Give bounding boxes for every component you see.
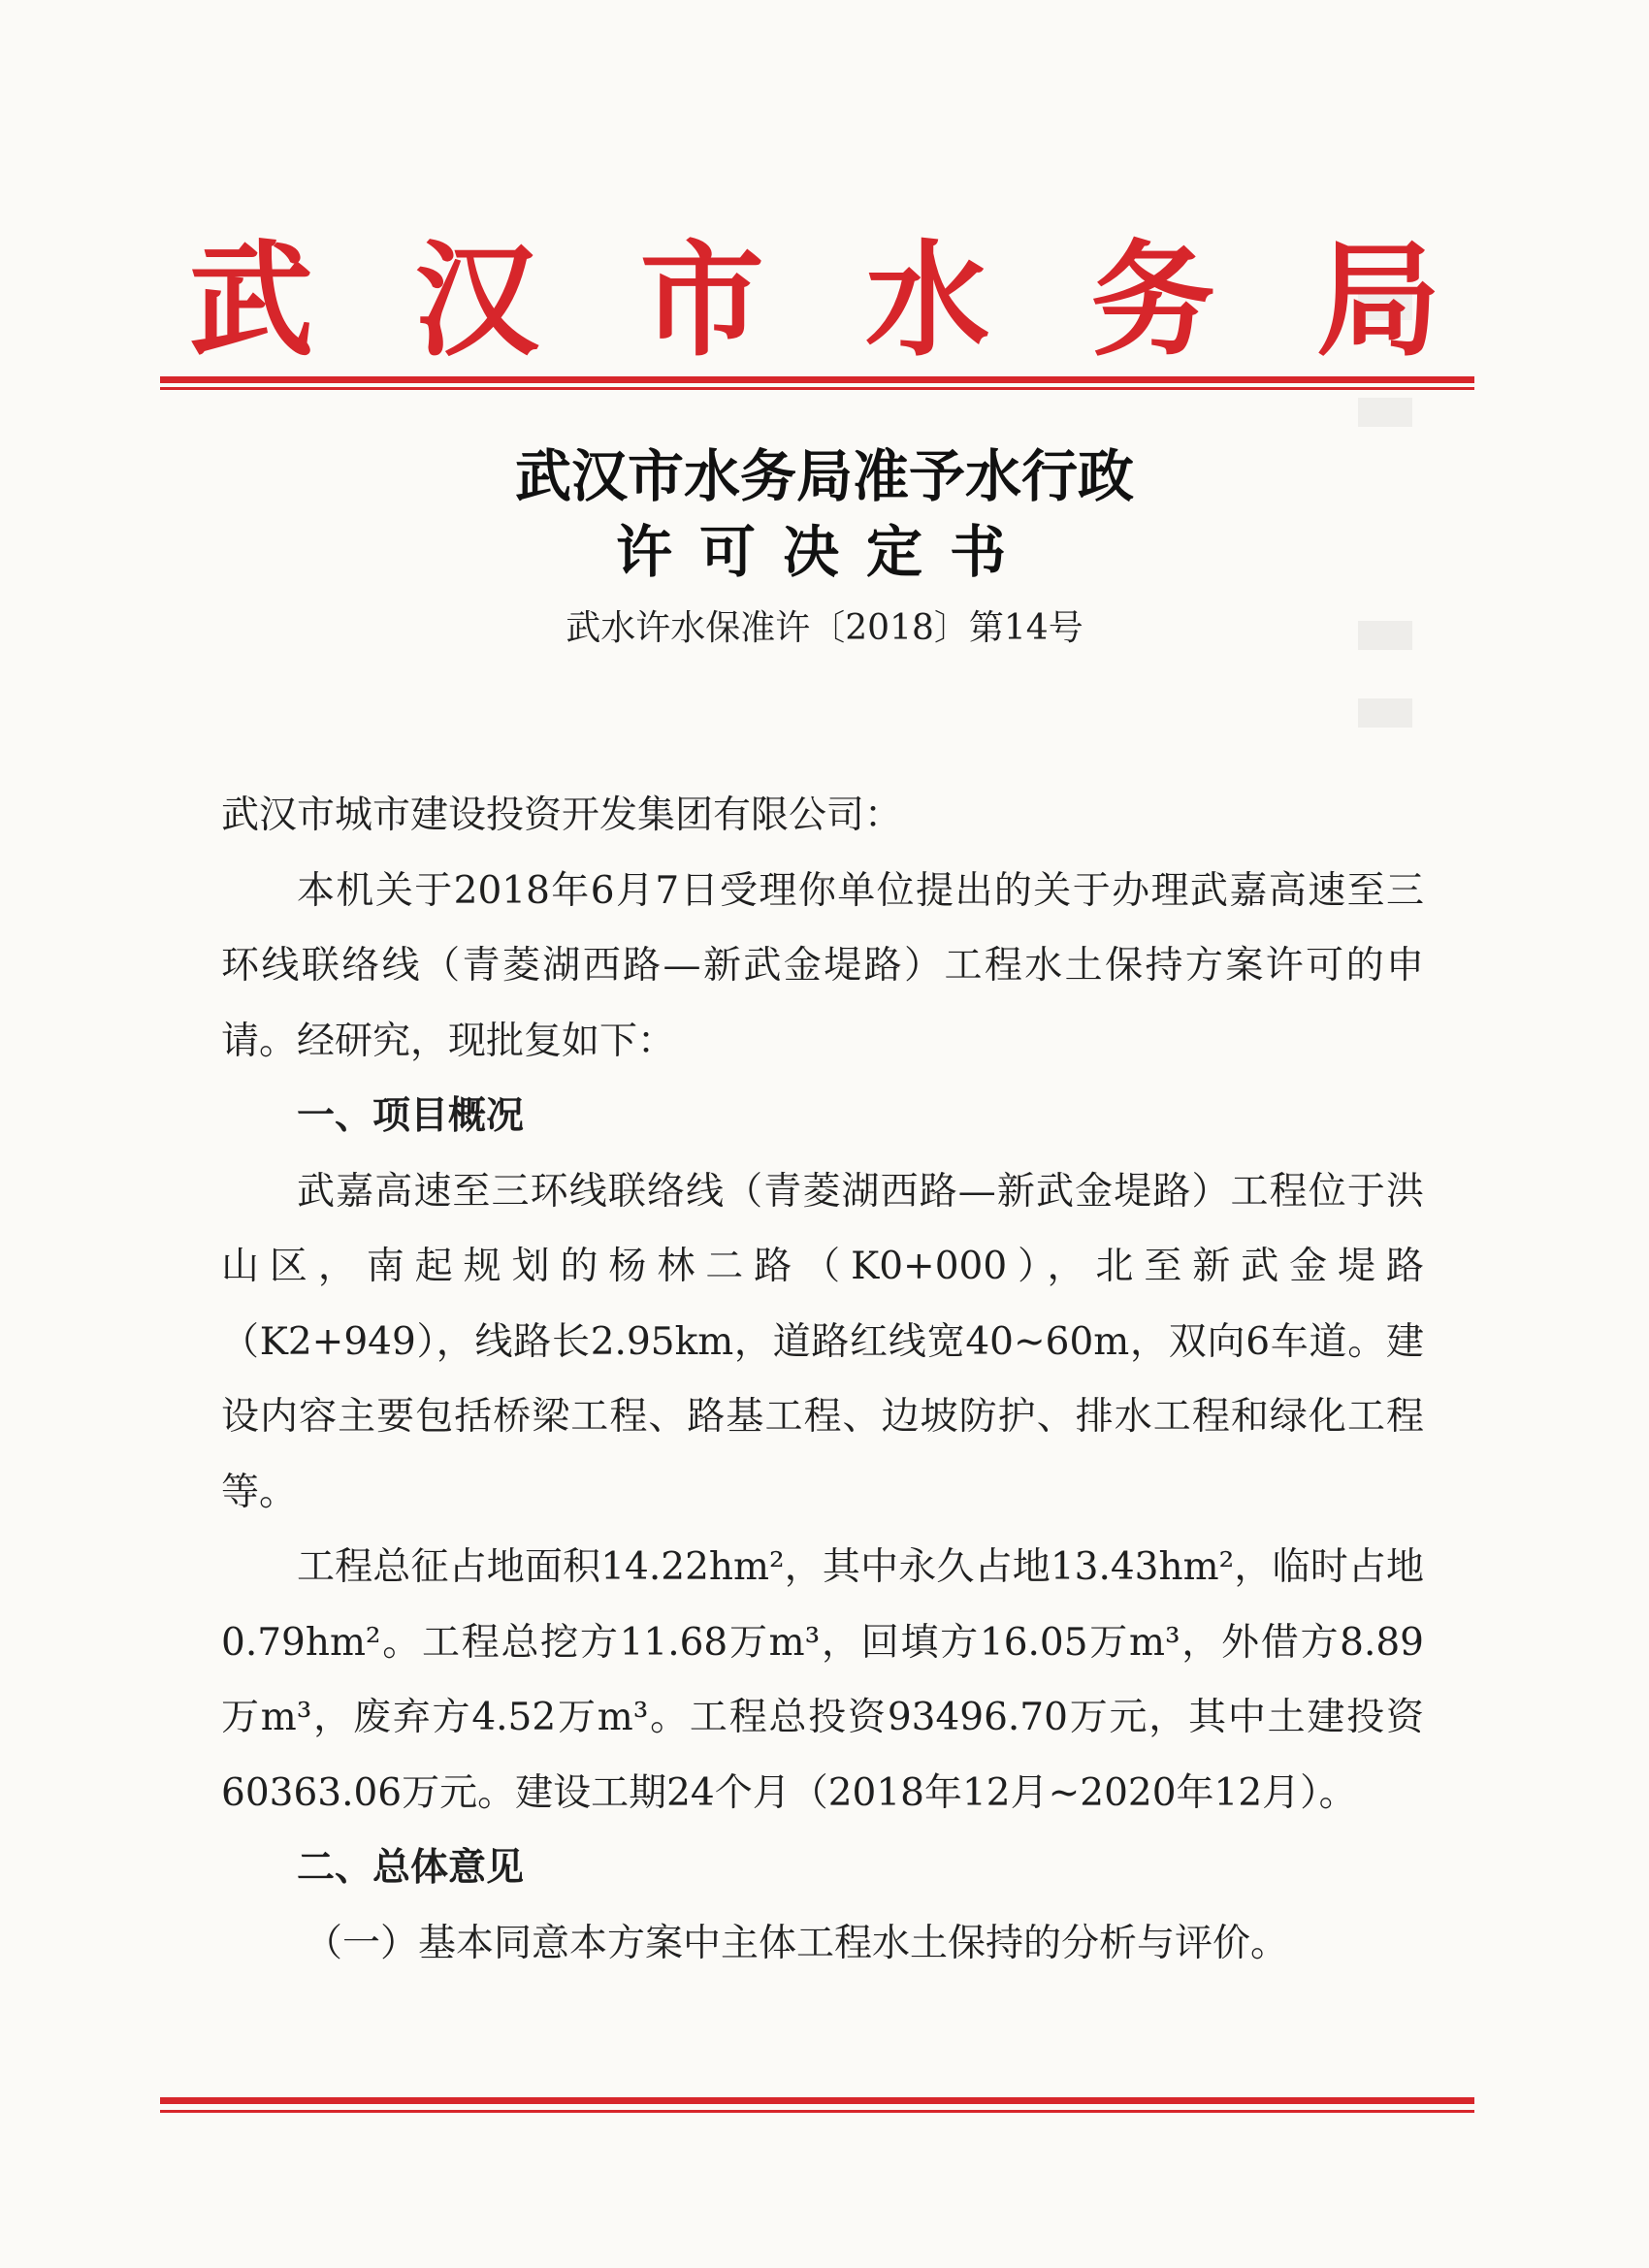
document-title-line2: 许可决定书 [615,519,1033,585]
document-body [221,778,1424,1981]
letterhead-char: 汉 [414,228,539,373]
project-overview-paragraph: 武嘉高速至三环线联络线（青菱湖西路—新武金堤路）工程位于洪山区，南起规划的杨林二路（K0+000），北至新武金堤路（K2+949），线路长2.95km，道路红线宽40~60m，双向6车道。建设内容主要包括桥梁工程、路基工程、边坡防护、排水工程和绿化工程等。 [221,1169,1424,1514]
letterhead-char: 务 [1090,228,1215,373]
opinion-item-1: （一）基本同意本方案中主体工程水土保持的分析与评价。 [305,1921,1289,1965]
letterhead-divider-thick [160,376,1474,383]
section2-heading: 二、总体意见 [297,1846,525,1890]
section1-heading: 一、项目概况 [297,1094,525,1138]
footer-divider-thin [160,2110,1474,2113]
land-and-investment-paragraph: 工程总征占地面积14.22hm²，其中永久占地13.43hm²，临时占地0.79hm²。工程总挖方11.68万m³，回填方16.05万m³，外借方8.89万m³，废弃方4.52万m³。工程总投资93496.70万元，其中土建投资60363.06万元。建设工期24个月（2018年12月~2020年12月）。 [221,1545,1424,1815]
intro-paragraph: 本机关于2018年6月7日受理你单位提出的关于办理武嘉高速至三环线联络线（青菱湖西路—新武金堤路）工程水土保持方案许可的申请。经研究，现批复如下： [221,868,1424,1063]
letterhead-char: 市 [639,228,764,373]
document-title-line1: 武汉市水务局准予水行政 [514,443,1134,509]
addressee: 武汉市城市建设投资开发集团有限公司： [221,794,903,837]
letterhead-char: 武 [189,228,314,373]
document-number: 武水许水保准许〔2018〕第14号 [566,608,1083,648]
letterhead-char: 水 [865,228,990,373]
letterhead-char: 局 [1315,228,1440,373]
letterhead-divider-thin [160,387,1474,390]
letterhead-title [189,228,1440,373]
footer-divider-thick [160,2097,1474,2104]
